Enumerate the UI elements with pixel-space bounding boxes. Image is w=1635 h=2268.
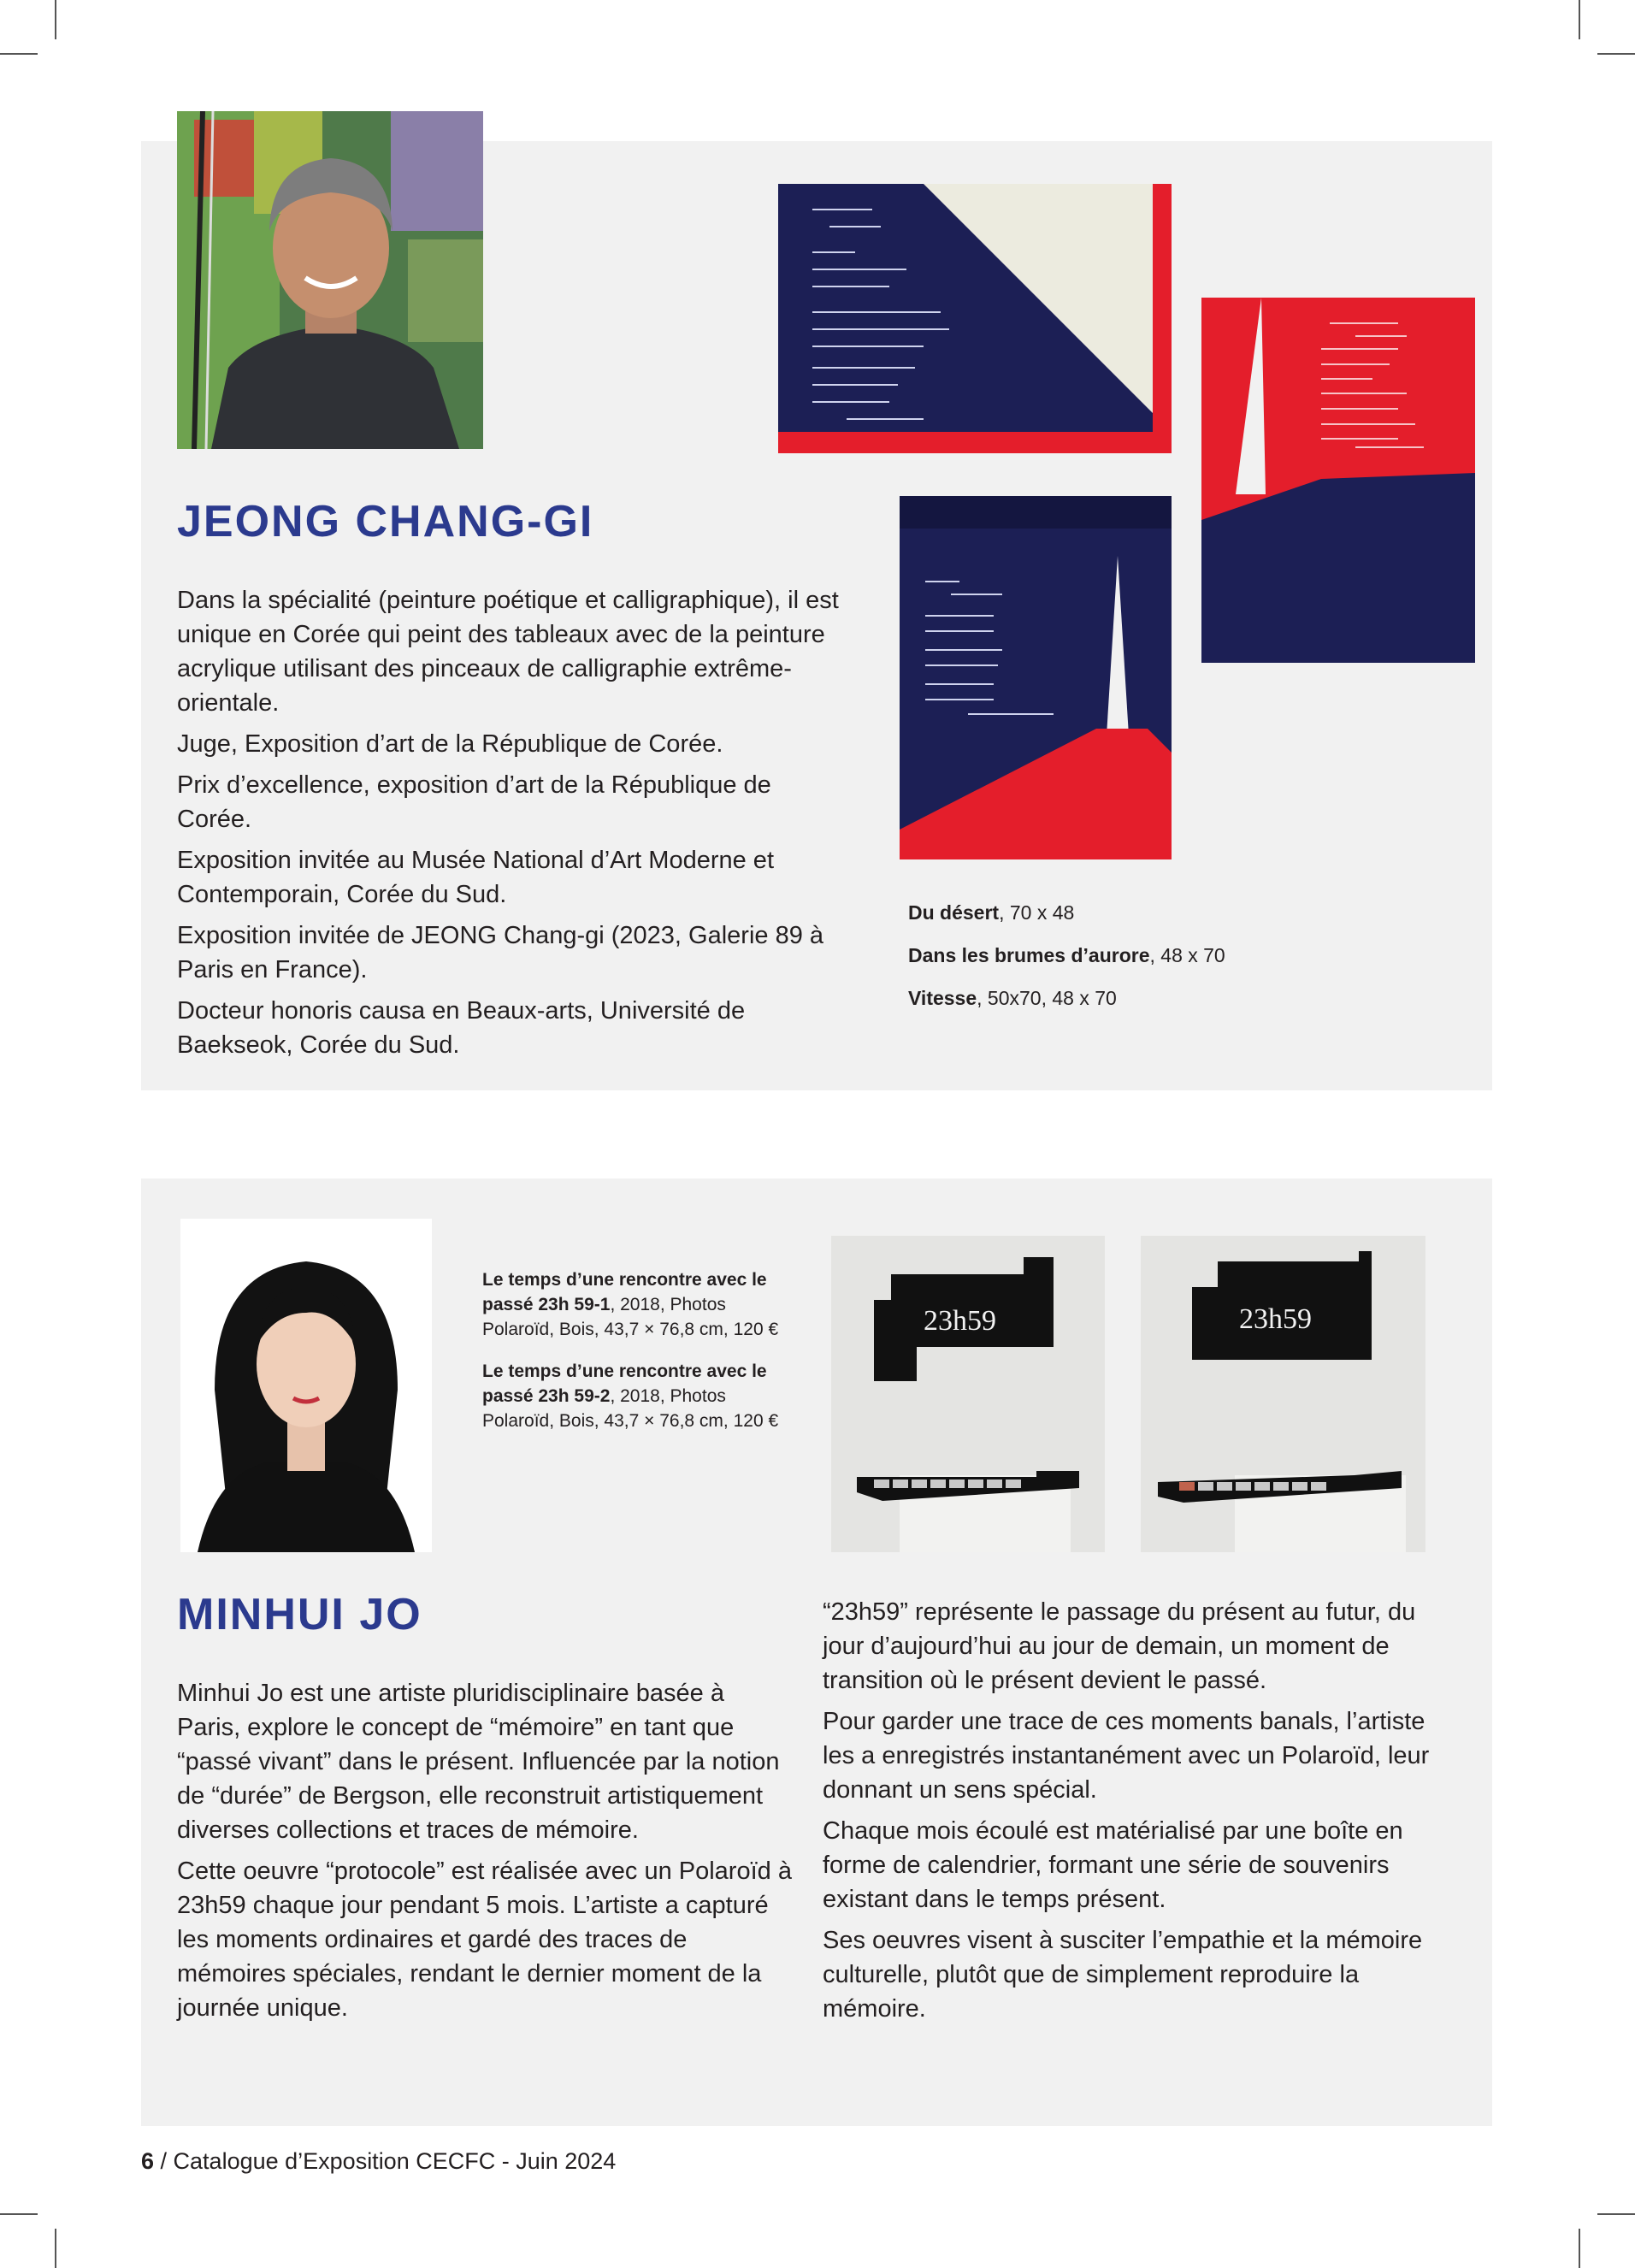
artwork-23h59-1: [831, 1236, 1105, 1552]
bio-paragraph: Minhui Jo est une artiste pluridisciplinaire basée à Paris, explore le concept de “mémoire” en tant que “passé vivant” dans le présent. Influencée par la notion de “durée” de Bergson, elle reconstruit artistiquement diverses collections et traces de mémoire.: [177, 1680, 780, 1844]
bio-paragraph: Chaque mois écoulé est matérialisé par une boîte en forme de calendrier, formant une série de souvenirs existant dans le temps présent.: [823, 1817, 1403, 1913]
bio-paragraph: Docteur honoris causa en Beaux-arts, Université de Baekseok, Corée du Sud.: [177, 997, 746, 1059]
sign-text: 23h59: [1239, 1303, 1312, 1335]
bio-paragraph: Pour garder une trace de ces moments banals, l’artiste les a enregistrés instantanément avec un Polaroïd, leur donnant un sens spécial.: [823, 1708, 1430, 1804]
artist1-bio: [177, 583, 844, 1069]
work-title: Dans les brumes d’aurore: [908, 944, 1150, 966]
bio-paragraph: Cette oeuvre “protocole” est réalisée avec un Polaroïd à 23h59 chaque jour pendant 5 mois. L’artiste a capturé les moments ordinaires et gardé des traces de mémoires spéciales, rendant le dernier moment de la journée unique.: [177, 1858, 792, 2022]
work-details: , 50x70, 48 x 70: [977, 987, 1117, 1009]
bio-paragraph: Exposition invitée de JEONG Chang-gi (2023, Galerie 89 à Paris en France).: [177, 922, 824, 983]
bio-paragraph: Juge, Exposition d’art de la République de Corée.: [177, 730, 723, 758]
work-title: Vitesse: [908, 987, 977, 1009]
work-title: Le temps d’une rencontre avec le passé 23h 59-1: [482, 1270, 767, 1314]
crop-mark: [1579, 2229, 1580, 2268]
work-details: , 70 x 48: [999, 901, 1075, 924]
page-footer: [141, 2148, 616, 2175]
work-caption: [908, 942, 1455, 968]
crop-mark: [55, 0, 56, 39]
crop-mark: [1597, 2213, 1635, 2215]
work-details: , 48 x 70: [1149, 944, 1225, 966]
work-caption: [482, 1359, 799, 1433]
artwork-brumes-aurore: [1201, 298, 1475, 663]
bio-paragraph: Exposition invitée au Musée National d’Art Moderne et Contemporain, Corée du Sud.: [177, 847, 774, 908]
artist2-works-captions: [482, 1267, 799, 1450]
bio-paragraph: Prix d’excellence, exposition d’art de la République de Corée.: [177, 771, 771, 833]
artist2-name: MINHUI JO: [177, 1590, 422, 1639]
work-title: Du désert: [908, 901, 1000, 924]
artist2-bio-left: [177, 1676, 793, 2032]
crop-mark: [1597, 53, 1635, 55]
crop-mark: [0, 53, 38, 55]
crop-mark: [55, 2229, 56, 2268]
work-title: Le temps d’une rencontre avec le passé 23h 59-2: [482, 1361, 767, 1406]
bio-paragraph: “23h59” représente le passage du présent au futur, du jour d’aujourd’hui au jour de demain, un moment de transition où le présent devient le passé.: [823, 1598, 1416, 1694]
work-caption: [908, 985, 1455, 1011]
artist2-bio-right: [823, 1595, 1438, 2033]
page-number: 6: [141, 2148, 155, 2174]
artwork-23h59-2: [1141, 1236, 1425, 1552]
crop-mark: [0, 2213, 38, 2215]
work-details: , 2018, Photos Polaroïd, Bois, 43,7 × 76,8 cm, 120 €: [482, 1295, 779, 1339]
crop-mark: [1579, 0, 1580, 39]
artwork-du-desert: [778, 184, 1172, 453]
bio-paragraph: Ses oeuvres visent à susciter l’empathie et la mémoire culturelle, plutôt que de simplement reproduire la mémoire.: [823, 1927, 1423, 2023]
sign-text: 23h59: [924, 1305, 996, 1337]
footer-text: / Catalogue d’Exposition CECFC - Juin 2024: [154, 2148, 617, 2174]
artist1-name: JEONG CHANG-GI: [177, 497, 594, 546]
artist1-portrait: [177, 111, 483, 449]
artist2-portrait: [180, 1219, 432, 1552]
work-details: , 2018, Photos Polaroïd, Bois, 43,7 × 76,8 cm, 120 €: [482, 1386, 779, 1431]
work-caption: [482, 1267, 799, 1342]
bio-paragraph: Dans la spécialité (peinture poétique et calligraphique), il est unique en Corée qui peint des tableaux avec de la peinture acrylique utilisant des pinceaux de calligraphie extrême-orientale.: [177, 587, 839, 717]
artist1-works-captions: [908, 900, 1455, 1028]
work-caption: [908, 900, 1455, 925]
artwork-vitesse: [900, 496, 1172, 859]
